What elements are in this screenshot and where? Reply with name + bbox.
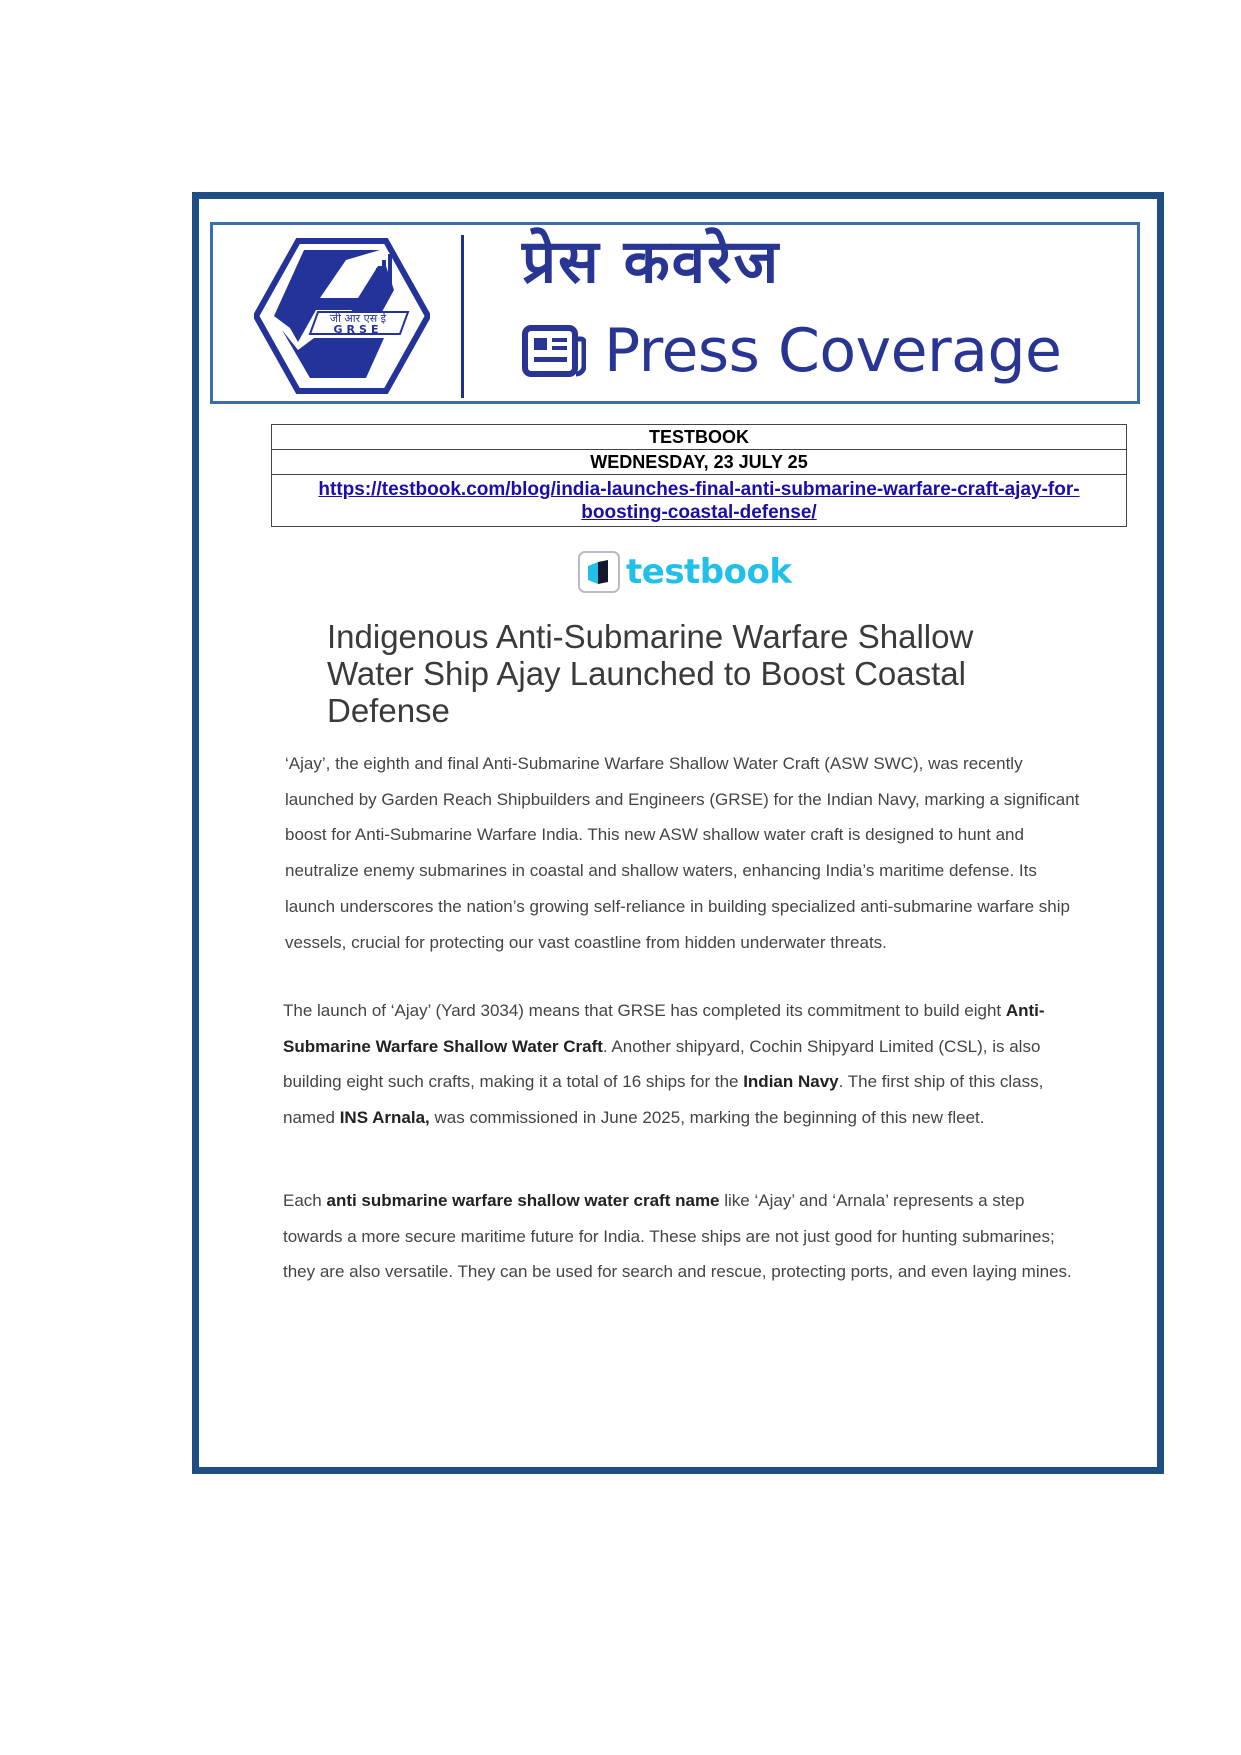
article-url-link[interactable]: https://testbook.com/blog/india-launches-final-anti-submarine-warfare-craft-ajay-for-boosting-coastal-defense/ — [318, 479, 1080, 523]
article-headline: Indigenous Anti-Submarine Warfare Shallow Water Ship Ajay Launched to Boost Coastal Defense — [327, 618, 974, 729]
bold-term: Indian Navy — [743, 1072, 839, 1092]
testbook-book-icon — [578, 551, 620, 593]
article-paragraph-2: The launch of ‘Ajay’ (Yard 3034) means that GRSE has completed its commitment to build eight Anti-Submarine Warfare Shallow Water Craft. Another shipyard, Cochin Shipyard Limited (CSL), is also building eight such crafts, making it a total of 16 ships for the Indian Navy. The first ship of this class, named INS Arnala, was commissioned in June 2025, marking the beginning of this new fleet. — [283, 1001, 1045, 1128]
testbook-logo — [578, 551, 791, 593]
banner-title-row — [522, 318, 1061, 384]
banner-title-hindi: प्रेस कवरेज — [522, 227, 781, 297]
bold-term: INS Arnala, — [339, 1108, 430, 1128]
svg-text:जी आर एस ई: जी आर एस ई — [329, 312, 387, 325]
banner-title-english: Press Coverage — [604, 316, 1062, 386]
source-name: TESTBOOK — [272, 425, 1127, 450]
publication-date: WEDNESDAY, 23 JULY 25 — [272, 450, 1127, 475]
bold-term: Anti-Submarine Warfare Shallow Water Craft — [283, 1001, 1045, 1056]
newspaper-icon — [522, 325, 586, 377]
bold-term: anti submarine warfare shallow water craft name — [326, 1191, 720, 1210]
article-paragraph-3: Each anti submarine warfare shallow water craft name like ‘Ajay’ and ‘Arnala’ represents a step towards a more secure maritime future for India. These ships are not just good for hunting submarines; they are also versatile. They can be used for search and rescue, protecting ports, and even laying mines. — [283, 1191, 1072, 1282]
testbook-wordmark: testbook — [626, 552, 792, 592]
coverage-info-table — [271, 424, 1127, 527]
svg-text:GRSE: GRSE — [333, 323, 383, 336]
grse-logo-icon — [254, 238, 430, 394]
article-paragraph-1: ‘Ajay’, the eighth and final Anti-Submarine Warfare Shallow Water Craft (ASW SWC), was recently launched by Garden Reach Shipbuilders and Engineers (GRSE) for the Indian Navy, marking a significant boost for Anti-Submarine Warfare India. This new ASW shallow water craft is designed to hunt and neutralize enemy submarines in coastal and shallow waters, enhancing India’s maritime defense. Its launch underscores the nation’s growing self-reliance in building specialized anti-submarine warfare ship vessels, crucial for protecting our vast coastline from hidden underwater threats. — [285, 754, 1080, 952]
banner-divider — [461, 235, 464, 398]
